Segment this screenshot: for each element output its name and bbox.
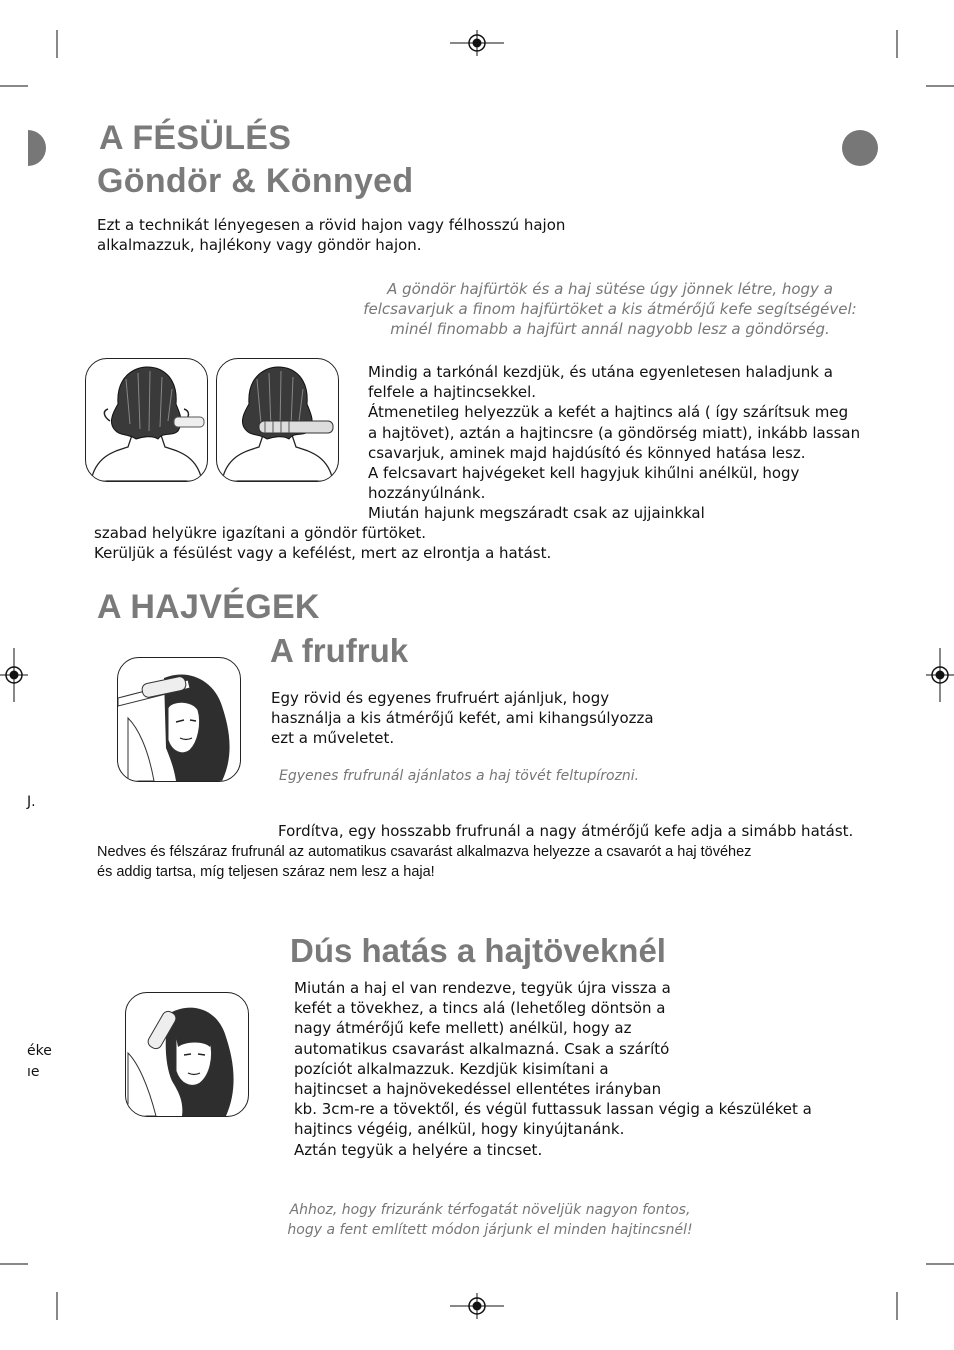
section2-text2: Fordítva, egy hosszabb frufrunál a nagy átmérőjű kefe adja a simább hatást.	[278, 822, 854, 840]
illustration-curl-back-1	[85, 358, 208, 482]
note-line: A göndör hajfürtök és a haj sütése úgy jönnek létre, hogy a	[387, 280, 833, 298]
step-line: Miután hajunk megszáradt csak az ujjainkkal	[368, 504, 705, 523]
section2-subtitle: A frufruk	[270, 632, 409, 669]
section2-text3	[97, 842, 751, 882]
note-line: Ahhoz, hogy frizuránk térfogatát növeljük nagyon fontos,	[289, 1202, 691, 1218]
registration-mark-bottom	[450, 1293, 504, 1319]
left-tab-marker	[28, 130, 46, 166]
section2-note: Egyenes frufrunál ajánlatos a haj tövét feltupírozni.	[279, 768, 640, 784]
section1-intro	[97, 215, 565, 255]
step-line: Mindig a tarkónál kezdjük, és utána egyenletesen haladjunk a	[368, 363, 833, 381]
text-line: ezt a műveletet.	[271, 729, 395, 748]
text-line: automatikus csavarást alkalmazná. Csak a szárító	[294, 1039, 670, 1058]
edge-fragment: éke	[27, 1043, 52, 1059]
step-line: felfele a hajtincsekkel.	[368, 383, 537, 402]
note-line: felcsavarjuk a finom hajfürtöket a kis átmérőjű kefe segítségével:	[363, 300, 857, 318]
illustration-curl-back-2	[216, 358, 339, 482]
step-line: hozzányúlnánk.	[368, 484, 486, 503]
text-line: és addig tartsa, míg teljesen száraz nem lesz a haja!	[97, 864, 435, 880]
section1-closing	[94, 523, 551, 563]
note-line: minél finomabb a hajfürt annál nagyobb lesz a göndörség.	[390, 320, 830, 338]
right-tab-marker	[842, 130, 878, 166]
section1-subtitle: Göndör & Könnyed	[97, 162, 414, 200]
intro-line: alkalmazzuk, hajlékony vagy göndör hajon.	[97, 236, 422, 255]
section3-text	[294, 978, 812, 1160]
section1-steps	[368, 362, 860, 524]
section2-text	[271, 688, 654, 749]
closing-line: Kerüljük a fésülést vagy a kefélést, mert az elrontja a hatást.	[94, 544, 552, 563]
step-line: A felcsavart hajvégeket kell hagyjuk kihűlni anélkül, hogy	[368, 464, 800, 483]
section3-note	[280, 1200, 700, 1240]
text-line: pozíciót alkalmazzuk. Kezdjük kisimítani a	[294, 1059, 609, 1078]
illustration-fringe	[117, 657, 241, 782]
text-line: hajtincs végéig, anélkül, hogy kinyújtanánk.	[294, 1120, 625, 1139]
text-line: Nedves és félszáraz frufrunál az automatikus csavarást alkalmazva helyezze a csavarót a haj tövéhez	[97, 844, 752, 860]
text-line: hajtincset a hajnövekedéssel ellentétes irányban	[294, 1080, 662, 1099]
section3-title: Dús hatás a hajtöveknél	[290, 932, 666, 969]
edge-fragment: ıe	[27, 1064, 40, 1080]
text-line: Egy rövid és egyenes frufruért ajánljuk, hogy	[271, 689, 610, 707]
edge-fragment: J.	[27, 794, 36, 810]
text-line: használja a kis átmérőjű kefét, ami kihangsúlyozza	[271, 709, 654, 728]
registration-mark-right	[926, 648, 954, 702]
step-line: csavarjuk, aminek majd hajdúsító és könnyed hatása lesz.	[368, 443, 806, 462]
text-line: kb. 3cm-re a tövektől, és végül futtassuk lassan végig a készüléket a	[294, 1100, 812, 1119]
step-line: a hajtövet), aztán a hajtincsre (a göndörség miatt), inkább lassan	[368, 423, 861, 442]
step-line: Átmenetileg helyezzük a kefét a hajtincs alá ( így szárítsuk meg	[368, 403, 849, 422]
section2-title: A HAJVÉGEK	[97, 588, 320, 626]
section1-note	[350, 279, 870, 339]
section1-title: A FÉSÜLÉS	[99, 119, 292, 157]
text-line: nagy átmérőjű kefe mellett) anélkül, hogy az	[294, 1019, 632, 1038]
text-line: Miután a haj el van rendezve, tegyük újra vissza a	[294, 979, 671, 997]
closing-line: szabad helyükre igazítani a göndör fürtöket.	[94, 524, 426, 542]
registration-mark-left	[0, 648, 28, 702]
registration-mark-top	[450, 30, 504, 56]
intro-line: Ezt a technikát lényegesen a rövid hajon vagy félhosszú hajon	[97, 216, 566, 234]
text-line: kefét a tövekhez, a tincs alá (lehetőleg döntsön a	[294, 999, 666, 1018]
note-line: hogy a fent említett módon járjunk el minden hajtincsnél!	[287, 1222, 693, 1238]
text-line: Aztán tegyük a helyére a tincset.	[294, 1140, 543, 1159]
illustration-root-volume	[125, 992, 249, 1117]
